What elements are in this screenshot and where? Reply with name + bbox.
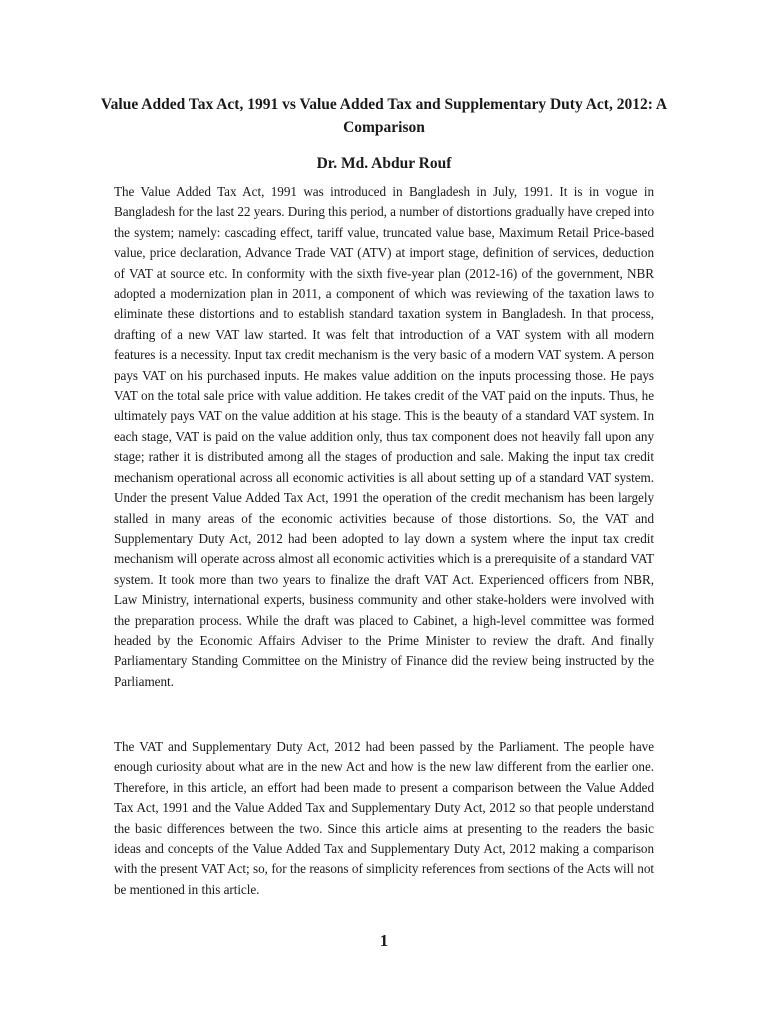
paragraph-purpose: The VAT and Supplementary Duty Act, 2012 had been passed by the Parliament. The people have enough curiosity about what are in the new Act and how is the new law different from the earlier one. Therefore, in this article, an effort had been made to present a comparison between the Value Added Tax Act, 1991 and the Value Added Tax and Supplementary Duty Act, 2012 so that people understand the basic differences between the two. Since this article aims at presenting to the readers the basic ideas and concepts of the Value Added Tax and Supplementary Duty Act, 2012 making a comparison with the present VAT Act; so, for the reasons of simplicity references from sections of the Acts will not be mentioned in this article.	[114, 739, 654, 897]
document-title: Value Added Tax Act, 1991 vs Value Added Tax and Supplementary Duty Act, 2012: A Comparison	[100, 96, 668, 136]
paragraph-intro: The Value Added Tax Act, 1991 was introduced in Bangladesh in July, 1991. It is in vogue in Bangladesh for the last 22 years. During this period, a number of distortions gradually have creped into the system; namely: cascading effect, tariff value, truncated value base, Maximum Retail Price-based value, price declaration, Advance Trade VAT (ATV) at import stage, definition of services, deduction of VAT at source etc. In conformity with the sixth five-year plan (2012-16) of the government, NBR adopted a modernization plan in 2011, a component of which was reviewing of the taxation laws to eliminate these distortions and to establish standard taxation system in Bangladesh. In that process, drafting of a new VAT law started. It was felt that introduction of a VAT system with all modern features is a necessity. Input tax credit mechanism is the very basic of a modern VAT system. A person pays VAT on his purchased inputs. He makes value addition on the inputs processing those. He pays VAT on the total sale price with value addition. He takes credit of the VAT paid on the inputs. Thus, he ultimately pays VAT on the value addition at his stage. This is the beauty of a standard VAT system. In each stage, VAT is paid on the value addition only, thus tax component does not heavily fall upon any stage; rather it is distributed among all the stages of production and sale. Making the input tax credit mechanism operational across all economic activities is all about setting up of a standard VAT system. Under the present Value Added Tax Act, 1991 the operation of the credit mechanism has been largely stalled in many areas of the economic activities because of those distortions. So, the VAT and Supplementary Duty Act, 2012 had been adopted to lay down a system where the input tax credit mechanism will operate across almost all economic activities which is a prerequisite of a standard VAT system. It took more than two years to finalize the draft VAT Act. Experienced officers from NBR, Law Ministry, international experts, business community and other stake-holders were involved with the preparation process. While the draft was placed to Cabinet, a high-level committee was formed headed by the Economic Affairs Adviser to the Prime Minister to review the draft. And finally Parliamentary Standing Committee on the Ministry of Finance did the review being instructed by the Parliament.	[114, 184, 654, 689]
author-name: Dr. Md. Abdur Rouf	[316, 155, 452, 172]
page-number: 1	[379, 931, 389, 950]
